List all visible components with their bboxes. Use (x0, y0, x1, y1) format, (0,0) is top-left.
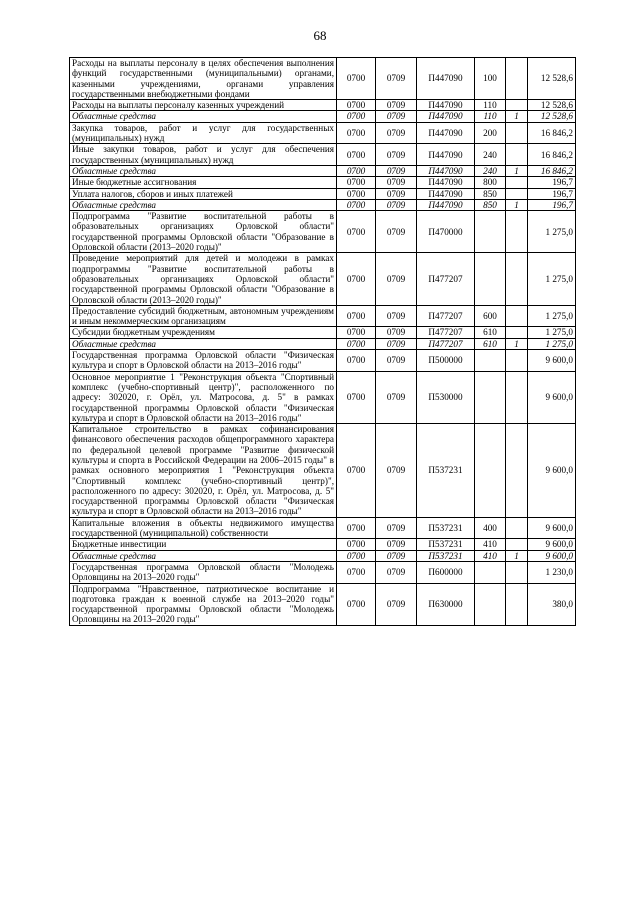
row-amount: 16 846,2 (528, 122, 576, 144)
row-subsection-code: 0709 (376, 371, 417, 423)
budget-table (69, 57, 576, 626)
row-amount: 12 528,6 (528, 100, 576, 111)
row-subsection-code: 0709 (376, 327, 417, 338)
row-name: Областные средства (70, 199, 337, 210)
table-row (70, 550, 576, 561)
table-row (70, 517, 576, 539)
row-expense-type-code: 610 (475, 327, 506, 338)
row-target-item-code: П447090 (417, 177, 475, 188)
row-funding-source-code: 1 (506, 550, 528, 561)
table-row (70, 253, 576, 305)
row-amount: 380,0 (528, 583, 576, 625)
row-section-code: 0700 (337, 539, 376, 550)
row-target-item-code: П630000 (417, 583, 475, 625)
table-row (70, 305, 576, 327)
row-target-item-code: П537231 (417, 517, 475, 539)
row-funding-source-code: 1 (506, 111, 528, 122)
row-subsection-code: 0709 (376, 111, 417, 122)
row-funding-source-code (506, 371, 528, 423)
row-expense-type-code: 850 (475, 188, 506, 199)
row-subsection-code: 0709 (376, 253, 417, 305)
table-row (70, 583, 576, 625)
row-target-item-code: П477207 (417, 305, 475, 327)
row-target-item-code: П447090 (417, 144, 475, 166)
row-section-code: 0700 (337, 58, 376, 100)
row-expense-type-code: 610 (475, 338, 506, 349)
row-subsection-code: 0709 (376, 58, 417, 100)
row-subsection-code: 0709 (376, 188, 417, 199)
row-section-code: 0700 (337, 550, 376, 561)
row-expense-type-code: 800 (475, 177, 506, 188)
row-target-item-code: П447090 (417, 165, 475, 176)
row-name: Предоставление субсидий бюджетным, автономным учреждениям и иным некоммерческим организациям (70, 305, 337, 327)
row-amount: 196,7 (528, 177, 576, 188)
row-section-code: 0700 (337, 371, 376, 423)
row-target-item-code: П477207 (417, 338, 475, 349)
row-expense-type-code (475, 350, 506, 372)
row-amount: 196,7 (528, 188, 576, 199)
table-row (70, 424, 576, 518)
row-expense-type-code: 410 (475, 550, 506, 561)
row-amount: 1 275,0 (528, 338, 576, 349)
row-name: Областные средства (70, 165, 337, 176)
row-name: Подпрограмма "Развитие воспитательной работы в образовательных организациях Орловской области" государственной программы Орловской области "Образование в Орловской области (2013–2020 годы)" (70, 211, 337, 253)
row-name: Основное мероприятие 1 "Реконструкция объекта "Спортивный комплекс (учебно-спортивный центр)", расположенного по адресу: 302020, г. Орёл, ул. Матросова, д. 5" в рамках государственной программы Орловской области "Физическая культура и спорт в Орловской области на 2013–2016 годы" (70, 371, 337, 423)
row-name: Государственная программа Орловской области "Молодежь Орловщины на 2013–2020 годы" (70, 561, 337, 583)
row-name: Проведение мероприятий для детей и молодежи в рамках подпрограммы "Развитие воспитательной работы в образовательных организациях Орловской области" государственной программы Орловской области "Образование в Орловской области (2013–2020 годы)" (70, 253, 337, 305)
row-subsection-code: 0709 (376, 550, 417, 561)
row-amount: 16 846,2 (528, 165, 576, 176)
row-section-code: 0700 (337, 144, 376, 166)
row-funding-source-code (506, 561, 528, 583)
row-subsection-code: 0709 (376, 144, 417, 166)
row-funding-source-code (506, 177, 528, 188)
row-funding-source-code (506, 350, 528, 372)
row-subsection-code: 0709 (376, 338, 417, 349)
row-target-item-code: П447090 (417, 199, 475, 210)
row-target-item-code: П447090 (417, 58, 475, 100)
row-expense-type-code (475, 253, 506, 305)
row-section-code: 0700 (337, 122, 376, 144)
row-amount: 12 528,6 (528, 111, 576, 122)
row-funding-source-code (506, 517, 528, 539)
row-name: Областные средства (70, 111, 337, 122)
row-section-code: 0700 (337, 350, 376, 372)
row-subsection-code: 0709 (376, 100, 417, 111)
row-funding-source-code (506, 211, 528, 253)
row-subsection-code: 0709 (376, 211, 417, 253)
row-subsection-code: 0709 (376, 583, 417, 625)
row-amount: 16 846,2 (528, 144, 576, 166)
row-expense-type-code: 110 (475, 100, 506, 111)
table-row (70, 111, 576, 122)
row-section-code: 0700 (337, 177, 376, 188)
row-section-code: 0700 (337, 211, 376, 253)
row-funding-source-code: 1 (506, 199, 528, 210)
row-section-code: 0700 (337, 111, 376, 122)
row-expense-type-code: 850 (475, 199, 506, 210)
table-row (70, 350, 576, 372)
row-amount: 1 275,0 (528, 327, 576, 338)
row-subsection-code: 0709 (376, 539, 417, 550)
row-section-code: 0700 (337, 583, 376, 625)
table-row (70, 100, 576, 111)
row-expense-type-code: 600 (475, 305, 506, 327)
row-funding-source-code (506, 327, 528, 338)
row-name: Областные средства (70, 550, 337, 561)
row-section-code: 0700 (337, 424, 376, 518)
row-funding-source-code (506, 305, 528, 327)
row-target-item-code: П600000 (417, 561, 475, 583)
row-target-item-code: П537231 (417, 539, 475, 550)
page-number: 68 (313, 28, 327, 43)
row-section-code: 0700 (337, 305, 376, 327)
row-expense-type-code: 240 (475, 165, 506, 176)
row-funding-source-code (506, 253, 528, 305)
row-section-code: 0700 (337, 253, 376, 305)
table-row (70, 561, 576, 583)
row-expense-type-code (475, 371, 506, 423)
row-funding-source-code (506, 188, 528, 199)
row-target-item-code: П530000 (417, 371, 475, 423)
row-expense-type-code: 110 (475, 111, 506, 122)
row-amount: 9 600,0 (528, 371, 576, 423)
row-subsection-code: 0709 (376, 350, 417, 372)
row-amount: 9 600,0 (528, 539, 576, 550)
row-name: Бюджетные инвестиции (70, 539, 337, 550)
row-funding-source-code (506, 424, 528, 518)
row-name: Иные бюджетные ассигнования (70, 177, 337, 188)
table-row (70, 211, 576, 253)
table-row (70, 122, 576, 144)
row-amount: 9 600,0 (528, 350, 576, 372)
budget-table-body (70, 58, 576, 626)
row-funding-source-code: 1 (506, 338, 528, 349)
row-target-item-code: П447090 (417, 100, 475, 111)
table-row (70, 199, 576, 210)
row-amount: 9 600,0 (528, 517, 576, 539)
table-row (70, 188, 576, 199)
row-expense-type-code (475, 583, 506, 625)
row-name: Государственная программа Орловской области "Физическая культура и спорт в Орловской области на 2013–2016 годы" (70, 350, 337, 372)
row-section-code: 0700 (337, 100, 376, 111)
row-subsection-code: 0709 (376, 305, 417, 327)
table-row (70, 371, 576, 423)
row-subsection-code: 0709 (376, 122, 417, 144)
row-name: Подпрограмма "Нравственное, патриотическое воспитание и подготовка граждан к военной службе на 2013–2020 годы" государственной программы Орловской области "Молодежь Орловщины на 2013–2020 годы" (70, 583, 337, 625)
row-funding-source-code (506, 100, 528, 111)
row-section-code: 0700 (337, 188, 376, 199)
row-subsection-code: 0709 (376, 561, 417, 583)
row-name: Капитальные вложения в объекты недвижимого имущества государственной (муниципальной) собственности (70, 517, 337, 539)
row-name: Субсидии бюджетным учреждениям (70, 327, 337, 338)
row-target-item-code: П500000 (417, 350, 475, 372)
row-section-code: 0700 (337, 338, 376, 349)
row-amount: 1 275,0 (528, 305, 576, 327)
row-name: Капитальное строительство в рамках софинансирования финансового обеспечения расходов общепрограммного характера по федеральной целевой программе "Развитие физической культуры и спорта в Российской Федерации на 2006–2015 годы" в рамках основного мероприятия 1 "Реконструкция объекта "Спортивный комплекс (учебно-спортивный центр)", расположенного по адресу: 302020, г. Орёл, ул. Матросова, д. 5" государственной программы Орловской области "Физическая культура и спорт в Орловской области на 2013–2016 годы" (70, 424, 337, 518)
table-row (70, 177, 576, 188)
table-row (70, 144, 576, 166)
row-target-item-code: П537231 (417, 424, 475, 518)
row-name: Расходы на выплаты персоналу казенных учреждений (70, 100, 337, 111)
row-funding-source-code: 1 (506, 165, 528, 176)
row-target-item-code: П477207 (417, 253, 475, 305)
row-subsection-code: 0709 (376, 517, 417, 539)
row-amount: 9 600,0 (528, 550, 576, 561)
row-section-code: 0700 (337, 517, 376, 539)
row-amount: 1 275,0 (528, 253, 576, 305)
row-section-code: 0700 (337, 561, 376, 583)
row-expense-type-code: 400 (475, 517, 506, 539)
row-name: Областные средства (70, 338, 337, 349)
row-expense-type-code: 100 (475, 58, 506, 100)
table-row (70, 327, 576, 338)
row-subsection-code: 0709 (376, 424, 417, 518)
row-name: Уплата налогов, сборов и иных платежей (70, 188, 337, 199)
row-amount: 1 275,0 (528, 211, 576, 253)
row-funding-source-code (506, 583, 528, 625)
row-expense-type-code (475, 424, 506, 518)
table-row (70, 58, 576, 100)
row-name: Расходы на выплаты персоналу в целях обеспечения выполнения функций государственными (муниципальными) органами, казенными учреждениями, органами управления государственными внебюджетными фондами (70, 58, 337, 100)
row-amount: 9 600,0 (528, 424, 576, 518)
row-expense-type-code: 200 (475, 122, 506, 144)
row-expense-type-code (475, 211, 506, 253)
row-section-code: 0700 (337, 199, 376, 210)
table-row (70, 539, 576, 550)
row-funding-source-code (506, 539, 528, 550)
table-row (70, 165, 576, 176)
row-target-item-code: П447090 (417, 111, 475, 122)
row-section-code: 0700 (337, 327, 376, 338)
row-target-item-code: П447090 (417, 188, 475, 199)
row-funding-source-code (506, 58, 528, 100)
row-name: Иные закупки товаров, работ и услуг для обеспечения государственных (муниципальных) нужд (70, 144, 337, 166)
row-amount: 12 528,6 (528, 58, 576, 100)
row-name: Закупка товаров, работ и услуг для государственных (муниципальных) нужд (70, 122, 337, 144)
row-funding-source-code (506, 122, 528, 144)
row-target-item-code: П537231 (417, 550, 475, 561)
row-expense-type-code (475, 561, 506, 583)
row-target-item-code: П470000 (417, 211, 475, 253)
row-expense-type-code: 410 (475, 539, 506, 550)
row-subsection-code: 0709 (376, 177, 417, 188)
row-funding-source-code (506, 144, 528, 166)
row-subsection-code: 0709 (376, 199, 417, 210)
row-amount: 196,7 (528, 199, 576, 210)
row-target-item-code: П447090 (417, 122, 475, 144)
row-section-code: 0700 (337, 165, 376, 176)
row-target-item-code: П477207 (417, 327, 475, 338)
row-amount: 1 230,0 (528, 561, 576, 583)
row-expense-type-code: 240 (475, 144, 506, 166)
row-subsection-code: 0709 (376, 165, 417, 176)
table-row (70, 338, 576, 349)
